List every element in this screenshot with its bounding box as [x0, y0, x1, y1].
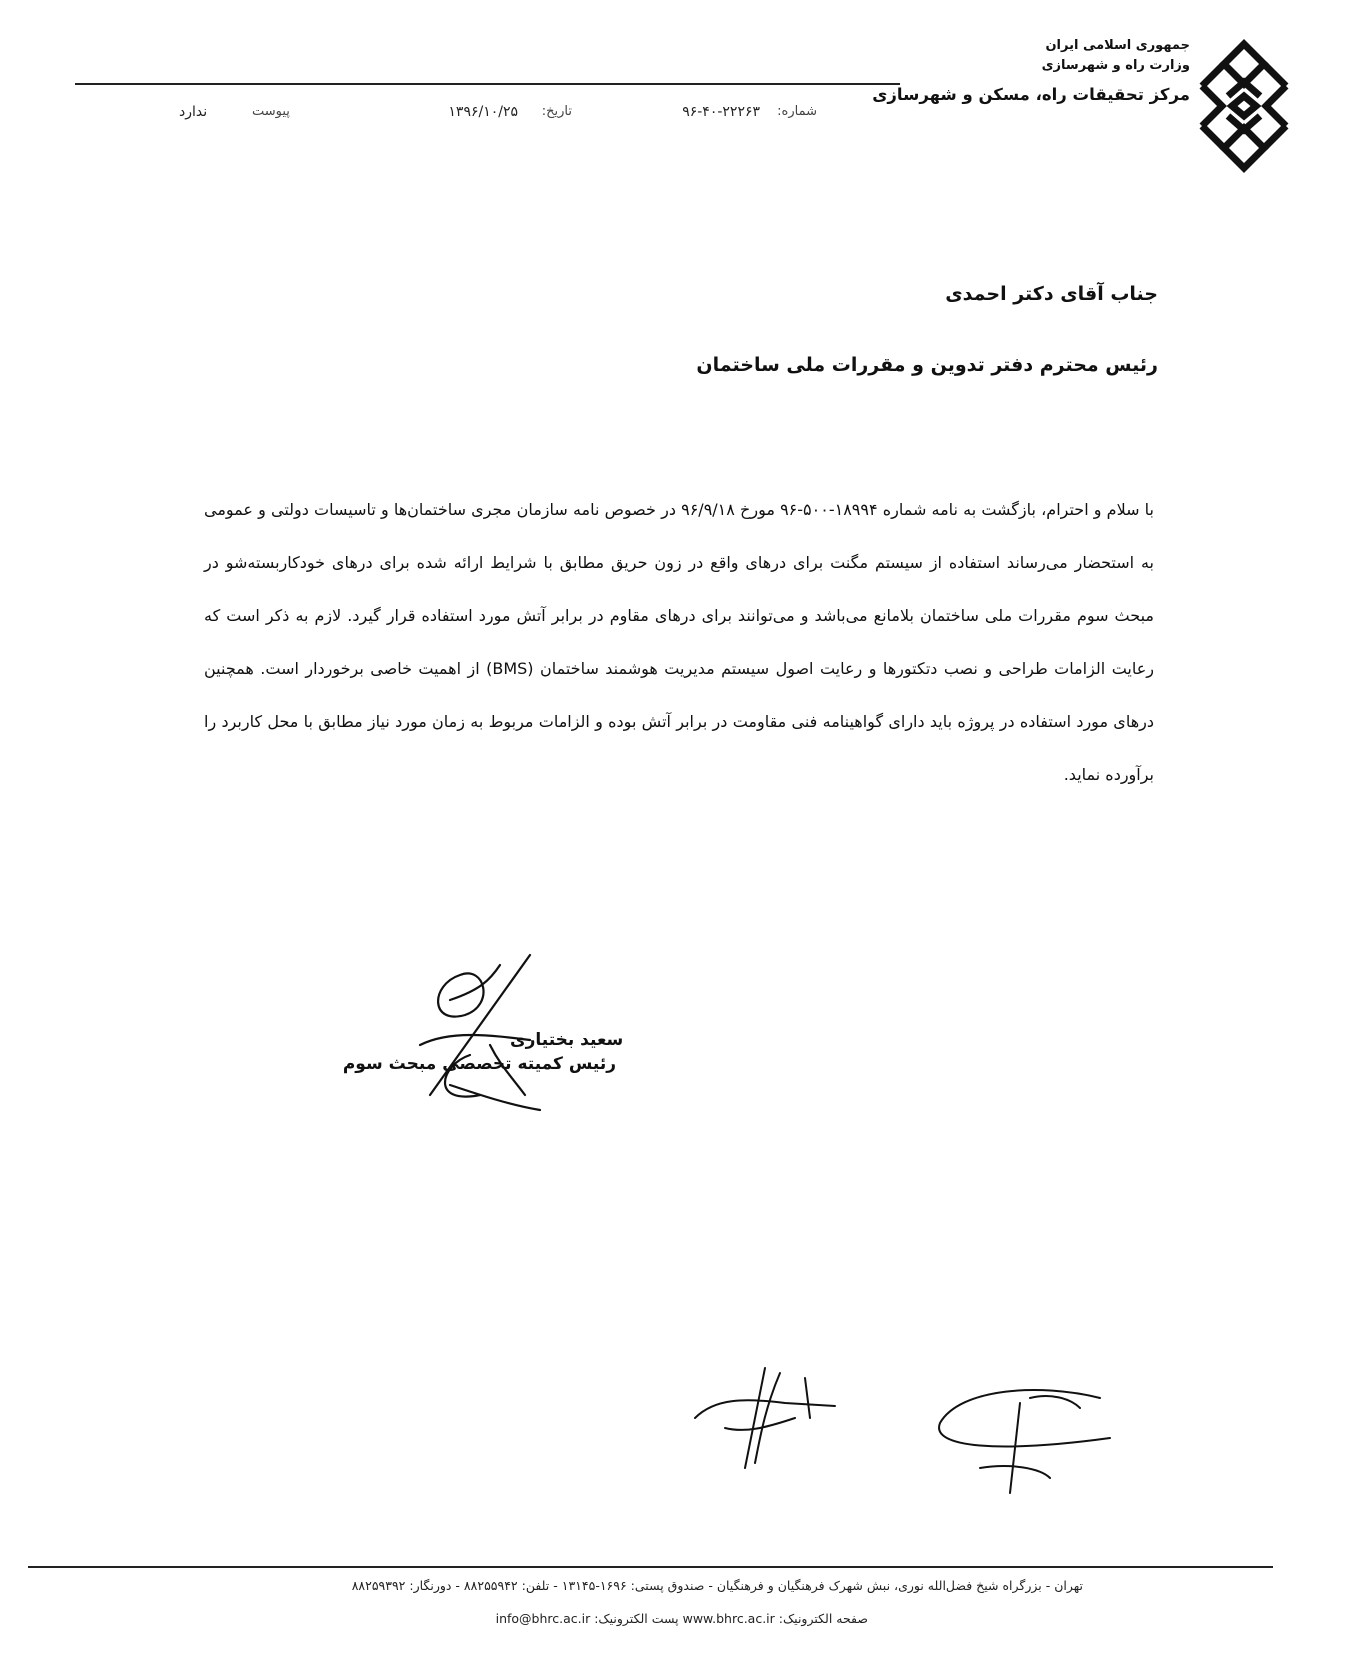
attachment-label: پیوست	[252, 104, 290, 119]
letter-date-label: تاریخ:	[541, 104, 572, 119]
country-name: جمهوری اسلامی ایران	[1045, 38, 1190, 53]
letter-number-label: شماره:	[777, 104, 817, 119]
letter-date: ۱۳۹۶/۱۰/۲۵	[448, 104, 518, 120]
organization-name: مرکز تحقیقات راه، مسکن و شهرسازی	[872, 85, 1190, 104]
footer-contact: صفحه الکترونیک: www.bhrc.ac.ir پست الکترونیک: info@bhrc.ac.ir	[495, 1611, 868, 1626]
ministry-name: وزارت راه و شهرسازی	[1041, 58, 1190, 73]
addressee-title: رئیس محترم دفتر تدوین و مقررات ملی ساختمان	[696, 354, 1158, 376]
attachment-value: ندارد	[179, 104, 208, 120]
bhrc-logo-icon	[1188, 38, 1300, 174]
letter-body: با سلام و احترام، بازگشت به نامه شماره ۱۸۹۹۴-۵۰۰-۹۶ مورخ ۹۶/۹/۱۸ در خصوص نامه سازمان مجری ساختمان‌ها و تاسیسات دولتی و عمومی به استحضار می‌رساند استفاده از سیستم مگنت برای درهای واقع در زون حریق مطابق با شرایط ارائه شده برای درهای خودکاربسته‌شو در مبحث سوم مقررات ملی ساختمان بلامانع می‌باشد و می‌توانند برای درهای مقاوم در برابر آتش مورد استفاده قرار گیرد. لازم به ذکر است که رعایت الزامات طراحی و نصب دتکتورها و رعایت اصول سیستم مدیریت هوشمند ساختمان (BMS) از اهمیت خاصی برخوردار است. همچنین درهای مورد استفاده در پروژه باید دارای گواهینامه فنی مقاومت در برابر آتش بوده و الزامات مربوط به زمان مورد نیاز مطابق با محل کاربرد را برآورده نماید.	[204, 500, 1155, 784]
addressee-name: جناب آقای دکتر احمدی	[945, 283, 1158, 305]
header-rule	[75, 83, 900, 85]
signer-name: سعید بختیاری	[510, 1030, 624, 1050]
signature-image	[390, 945, 624, 1115]
initial-signature-1	[685, 1358, 855, 1478]
footer-rule	[28, 1566, 1273, 1568]
letter-number: ۹۶-۴۰-۲۲۲۶۳	[682, 104, 760, 120]
initial-signature-2	[920, 1378, 1120, 1498]
footer-address: تهران - بزرگراه شیخ فضل‌الله نوری، نبش شهرک فرهنگیان و فرهنگیان - صندوق پستی: ۱۶۹۶-۱۳۱۴۵ - تلفن: ۸۸۲۵۵۹۴۲ - دورنگار: ۸۸۲۵۹۳۹۲	[351, 1578, 1083, 1593]
signer-title: رئیس کمیته تخصصی مبحث سوم	[342, 1054, 616, 1074]
